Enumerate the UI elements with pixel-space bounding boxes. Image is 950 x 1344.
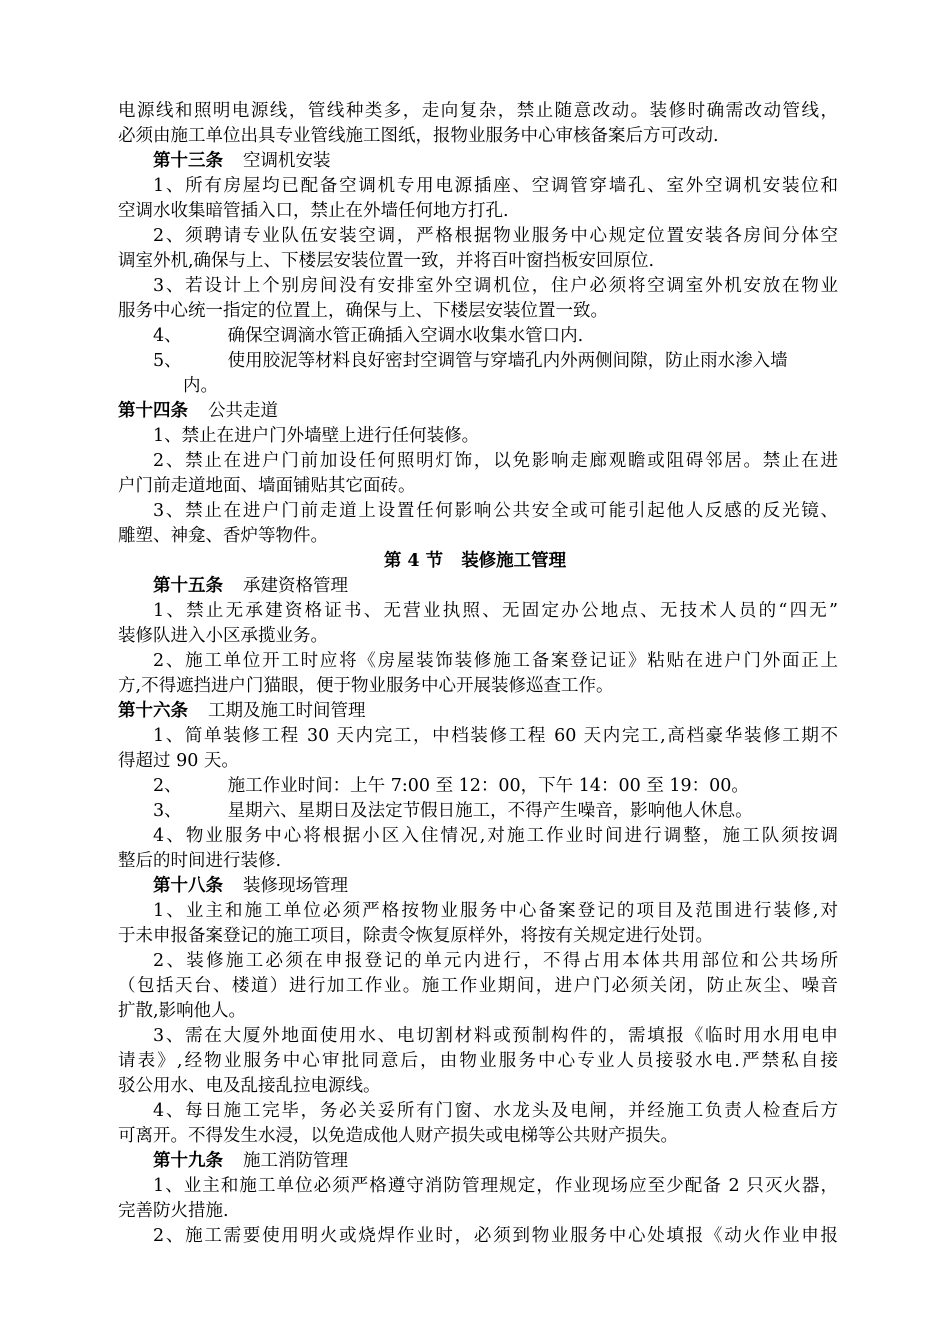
- paragraph-line: 1、简单装修工程 30 天内完工，中档装修工程 60 天内完工,高档豪华装修工期不: [153, 726, 838, 746]
- item-number: 3、: [153, 801, 182, 821]
- item-text: 确保空调滴水管正确插入空调水收集水管口内.: [227, 326, 584, 346]
- paragraph-line: 可离开。不得发生水浸，以免造成他人财产损失或电梯等公共财产损失。: [118, 1126, 678, 1146]
- paragraph-line: 4、物业服务中心将根据小区入住情况,对施工作业时间进行调整，施工队须按调: [153, 826, 838, 846]
- paragraph-line: 4、每日施工完毕，务必关妥所有门窗、水龙头及电闸，并经施工负责人检查后方: [153, 1101, 838, 1121]
- paragraph-line: 必须由施工单位出具专业管线施工图纸，报物业服务中心审核备案后方可改动.: [118, 126, 719, 146]
- paragraph-line: 服务中心统一指定的位置上，确保与上、下楼层安装位置一致。: [118, 301, 608, 321]
- article-label: 第十八条: [153, 876, 223, 896]
- paragraph-line: 2、施工单位开工时应将《房屋装饰装修施工备案登记证》粘贴在进户门外面正上: [153, 651, 838, 671]
- item-text: 星期六、星期日及法定节假日施工，不得产生噪音，影响他人休息。: [227, 801, 753, 821]
- list-item: [153, 324, 838, 349]
- list-item: [153, 349, 838, 374]
- paragraph-line: 方,不得遮挡进户门猫眼，便于物业服务中心开展装修巡查工作。: [118, 676, 614, 696]
- paragraph-line: 请表》,经物业服务中心审批同意后，由物业服务中心专业人员接驳水电.严禁私自接: [118, 1051, 838, 1071]
- article-title: 施工消防管理: [243, 1151, 348, 1171]
- article-heading: [118, 399, 838, 424]
- list-item: [153, 774, 838, 799]
- item-text: 施工作业时间：上午 7:00 至 12：00，下午 14：00 至 19：00。: [227, 776, 749, 796]
- article-label: 第十四条: [118, 401, 188, 421]
- item-number: 5、: [153, 351, 182, 371]
- paragraph-line: 3、需在大厦外地面使用水、电切割材料或预制构件的，需填报《临时用水用电申: [153, 1026, 838, 1046]
- section-heading: [0, 549, 950, 574]
- article-title: 工期及施工时间管理: [208, 701, 366, 721]
- article-heading: [153, 874, 838, 899]
- paragraph-line: 内。: [183, 376, 218, 396]
- paragraph-line: （包括天台、楼道）进行加工作业。施工作业期间，进户门必须关闭，防止灰尘、噪音: [118, 976, 838, 996]
- paragraph-line: 户门前走道地面、墙面铺贴其它面砖。: [118, 476, 416, 496]
- paragraph-line: 得超过 90 天。: [118, 751, 239, 771]
- paragraph-line: 2、须聘请专业队伍安装空调，严格根据物业服务中心规定位置安装各房间分体空: [153, 226, 838, 246]
- article-label: 第十九条: [153, 1151, 223, 1171]
- article-title: 装修现场管理: [243, 876, 348, 896]
- paragraph-line: 整后的时间进行装修.: [118, 851, 282, 871]
- paragraph-line: 3、若设计上个别房间没有安排室外空调机位，住户必须将空调室外机安放在物业: [153, 276, 838, 296]
- article-heading: [153, 1149, 838, 1174]
- paragraph-line: 电源线和照明电源线，管线种类多，走向复杂，禁止随意改动。装修时确需改动管线，: [118, 101, 838, 121]
- item-number: 2、: [153, 776, 182, 796]
- paragraph-line: 空调水收集暗管插入口，禁止在外墙任何地方打孔.: [118, 201, 509, 221]
- section-title: 装修施工管理: [461, 551, 567, 571]
- paragraph-line: 1、业主和施工单位必须严格按物业服务中心备案登记的项目及范围进行装修,对: [153, 901, 838, 921]
- item-number: 4、: [153, 326, 182, 346]
- paragraph-line: 1、业主和施工单位必须严格遵守消防管理规定，作业现场应至少配备 2 只灭火器，: [153, 1176, 838, 1196]
- article-heading: [153, 574, 838, 599]
- paragraph-line: 装修队进入小区承揽业务。: [118, 626, 328, 646]
- section-label: 第 4 节: [383, 551, 444, 571]
- item-text: 使用胶泥等材料良好密封空调管与穿墙孔内外两侧间隙，防止雨水渗入墙: [227, 351, 788, 371]
- article-title: 公共走道: [208, 401, 278, 421]
- paragraph-line: 2、装修施工必须在申报登记的单元内进行，不得占用本体共用部位和公共场所: [153, 951, 838, 971]
- paragraph-line: 1、禁止在进户门外墙壁上进行任何装修。: [153, 426, 480, 446]
- article-label: 第十三条: [153, 151, 223, 171]
- paragraph-line: 2、禁止在进户门前加设任何照明灯饰，以免影响走廊观瞻或阻碍邻居。禁止在进: [153, 451, 838, 471]
- paragraph-line: 2、施工需要使用明火或烧焊作业时，必须到物业服务中心处填报《动火作业申报: [153, 1226, 838, 1246]
- paragraph-line: 雕塑、神龛、香炉等物件。: [118, 526, 328, 546]
- paragraph-line: 1、所有房屋均已配备空调机专用电源插座、空调管穿墙孔、室外空调机安装位和: [153, 176, 838, 196]
- article-title: 承建资格管理: [243, 576, 348, 596]
- paragraph-line: 于未申报备案登记的施工项目，除责令恢复原样外，将按有关规定进行处罚。: [118, 926, 713, 946]
- article-heading: [153, 149, 838, 174]
- paragraph-line: 调室外机,确保与上、下楼层安装位置一致，并将百叶窗挡板安回原位.: [118, 251, 655, 271]
- article-label: 第十五条: [153, 576, 223, 596]
- paragraph-line: 扩散,影响他人。: [118, 1001, 247, 1021]
- article-label: 第十六条: [118, 701, 188, 721]
- article-heading: [118, 699, 838, 724]
- article-title: 空调机安装: [243, 151, 331, 171]
- paragraph-line: 完善防火措施.: [118, 1201, 229, 1221]
- paragraph-line: 驳公用水、电及乱接乱拉电源线。: [118, 1076, 381, 1096]
- paragraph-line: 1、禁止无承建资格证书、无营业执照、无固定办公地点、无技术人员的“四无”: [153, 601, 838, 621]
- list-item: [153, 799, 838, 824]
- paragraph-line: 3、禁止在进户门前走道上设置任何影响公共安全或可能引起他人反感的反光镜、: [153, 501, 838, 521]
